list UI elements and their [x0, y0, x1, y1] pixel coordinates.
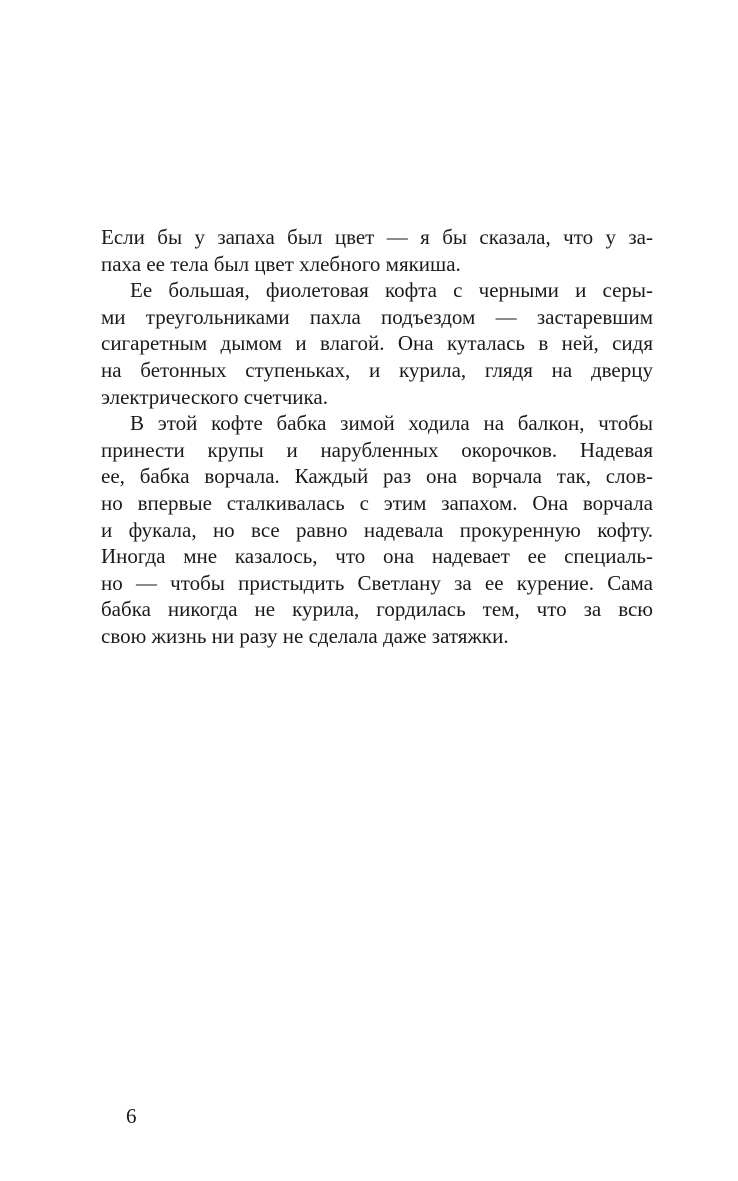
text-line: принести крупы и нарубленных окорочков. Надевая — [101, 437, 653, 462]
text-line: и фукала, но все равно надевала прокуренную кофту. — [101, 517, 653, 542]
page-number: 6 — [126, 1104, 137, 1128]
text-line: свою жизнь ни разу не сделала даже затяжки. — [101, 623, 509, 648]
body-text — [101, 224, 653, 650]
text-line: но впервые сталкивалась с этим запахом. Она ворчала — [101, 490, 653, 515]
text-line: паха ее тела был цвет хлебного мякиша. — [101, 251, 461, 276]
text-line: сигаретным дымом и влагой. Она куталась в ней, сидя — [101, 331, 653, 356]
text-line: Если бы у запаха был цвет — я бы сказала, что у за- — [101, 225, 653, 249]
text-line: электрического счетчика. — [101, 384, 328, 409]
text-line: на бетонных ступеньках, и курила, глядя на дверцу — [101, 357, 653, 382]
paragraph — [101, 410, 653, 649]
text-line: Иногда мне казалось, что она надевает ее специаль- — [101, 544, 653, 569]
text-line: бабка никогда не курила, гордилась тем, что за всю — [101, 597, 653, 622]
text-line: Ее большая, фиолетовая кофта с черными и серы- — [130, 278, 653, 303]
text-line: ее, бабка ворчала. Каждый раз она ворчала так, слов- — [101, 464, 653, 489]
text-line: ми треугольниками пахла подъездом — застаревшим — [101, 304, 653, 329]
paragraph — [101, 224, 653, 277]
paragraph — [101, 277, 653, 410]
text-line: но — чтобы пристыдить Светлану за ее курение. Сама — [101, 570, 653, 595]
text-line: В этой кофте бабка зимой ходила на балкон, чтобы — [130, 411, 653, 436]
